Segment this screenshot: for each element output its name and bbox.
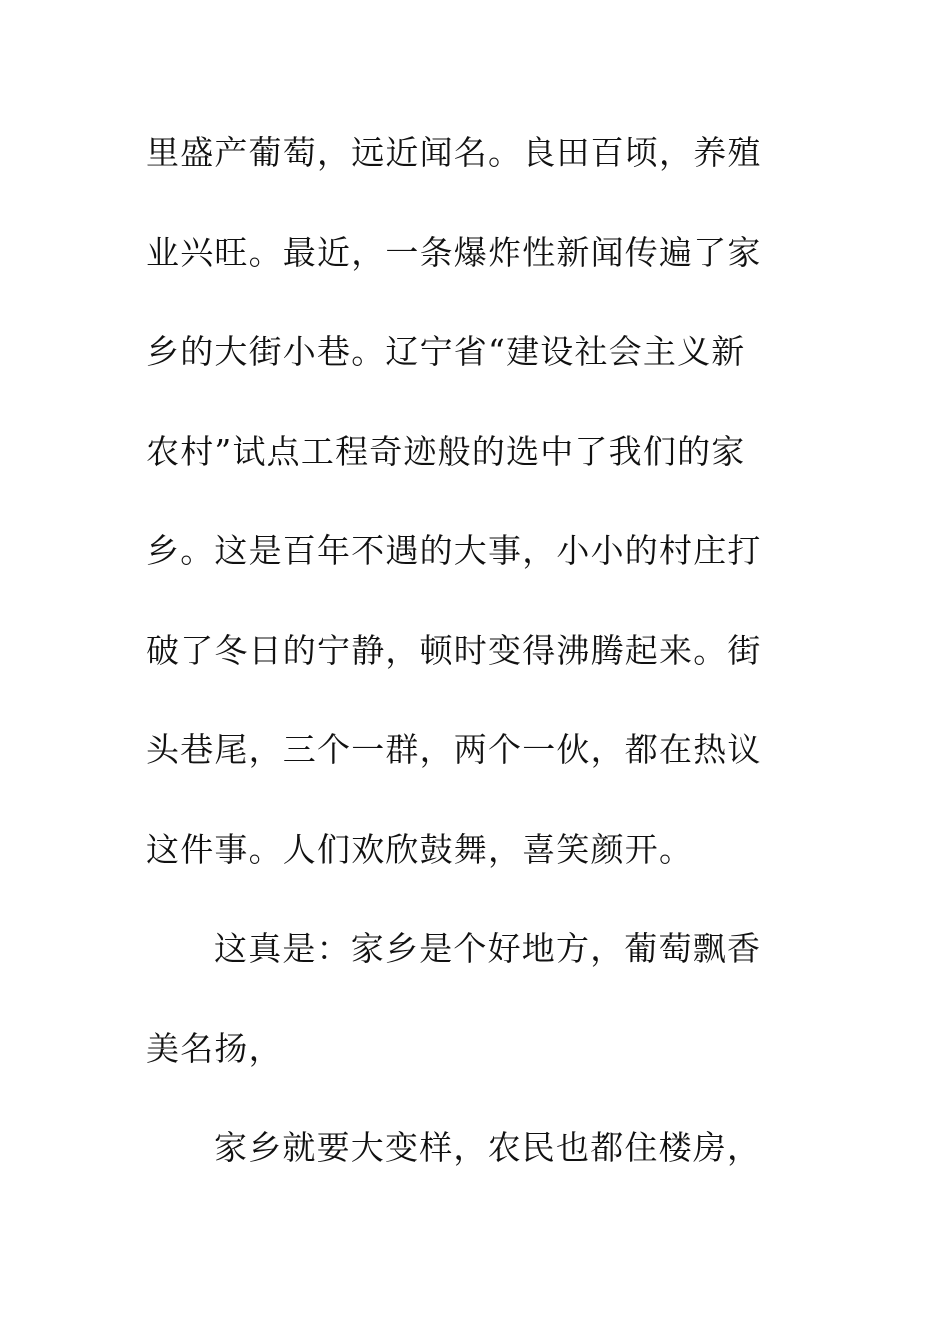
text-line-5: 乡。这是百年不遇的大事，小小的村庄打 xyxy=(146,531,762,570)
text-line-7: 头巷尾，三个一群，两个一伙，都在热议 xyxy=(146,730,762,769)
text-line-11: 家乡就要大变样，农民也都住楼房， xyxy=(214,1128,762,1167)
text-line-2: 业兴旺。最近，一条爆炸性新闻传遍了家 xyxy=(146,232,762,272)
text-line-6: 破了冬日的宁静，顿时变得沸腾起来。街 xyxy=(146,630,762,670)
text-line-10: 美名扬， xyxy=(146,1028,283,1068)
text-line-4: 农村”试点工程奇迹般的选中了我们的家 xyxy=(146,431,746,471)
text-line-3: 乡的大街小巷。辽宁省“建设社会主义新 xyxy=(146,332,746,371)
text-line-1: 里盛产葡萄，远近闻名。良田百顷，养殖 xyxy=(146,133,762,172)
text-line-8: 这件事。人们欢欣鼓舞，喜笑颜开。 xyxy=(146,829,694,869)
text-line-9: 这真是：家乡是个好地方，葡萄飘香 xyxy=(214,929,762,968)
body-text xyxy=(146,128,786,1223)
